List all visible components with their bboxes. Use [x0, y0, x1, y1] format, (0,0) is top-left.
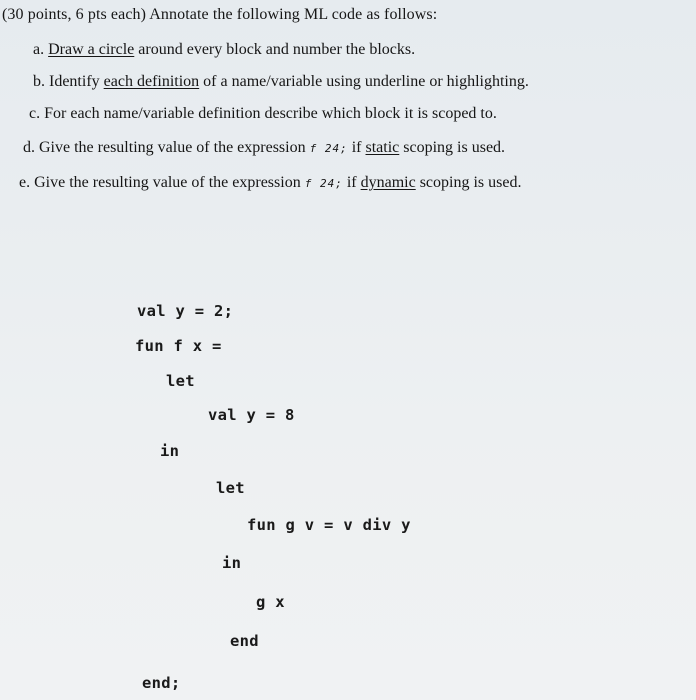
- inline-code: f 24;: [309, 142, 348, 155]
- item-label: a.: [33, 41, 45, 58]
- item-text: if: [346, 174, 357, 191]
- underlined-text: each definition: [103, 73, 200, 90]
- item-a: [33, 41, 415, 59]
- underlined-text: dynamic: [360, 174, 416, 191]
- item-label: d.: [23, 139, 35, 156]
- item-text: around every block and number the blocks.: [138, 41, 416, 58]
- question-header: [2, 6, 437, 24]
- instruction-text: Annotate the following ML code as follows:: [149, 6, 438, 23]
- code-line: val y = 8: [208, 406, 295, 424]
- inline-code: f 24;: [304, 177, 343, 190]
- code-line: in: [160, 442, 180, 460]
- code-line: val y = 2;: [137, 302, 234, 320]
- code-line: fun f x =: [135, 337, 222, 355]
- code-line: fun g v = v div y: [247, 516, 411, 534]
- item-label: c.: [29, 105, 41, 122]
- code-line: let: [216, 479, 245, 497]
- code-line: end: [230, 632, 259, 650]
- points-label: (30 points, 6 pts each): [2, 6, 147, 23]
- item-text: Identify: [49, 73, 100, 90]
- code-line: g x: [256, 593, 285, 611]
- code-line: let: [166, 372, 195, 390]
- item-text: Give the resulting value of the expression: [39, 139, 306, 156]
- item-label: e.: [19, 174, 31, 191]
- underlined-text: Draw a circle: [48, 41, 135, 58]
- item-b: [33, 73, 529, 91]
- code-line: in: [222, 554, 242, 572]
- item-label: b.: [33, 73, 45, 90]
- item-text: Give the resulting value of the expression: [34, 174, 301, 191]
- item-text: scoping is used.: [419, 174, 522, 191]
- item-c: [29, 105, 497, 123]
- underlined-text: static: [365, 139, 400, 156]
- item-d: [23, 139, 505, 157]
- item-text: of a name/variable using underline or highlighting.: [203, 73, 529, 90]
- item-text: For each name/variable definition describe which block it is scoped to.: [44, 105, 497, 122]
- item-text: scoping is used.: [403, 139, 506, 156]
- item-text: if: [351, 139, 362, 156]
- code-line: end;: [142, 674, 181, 692]
- item-e: [19, 174, 521, 192]
